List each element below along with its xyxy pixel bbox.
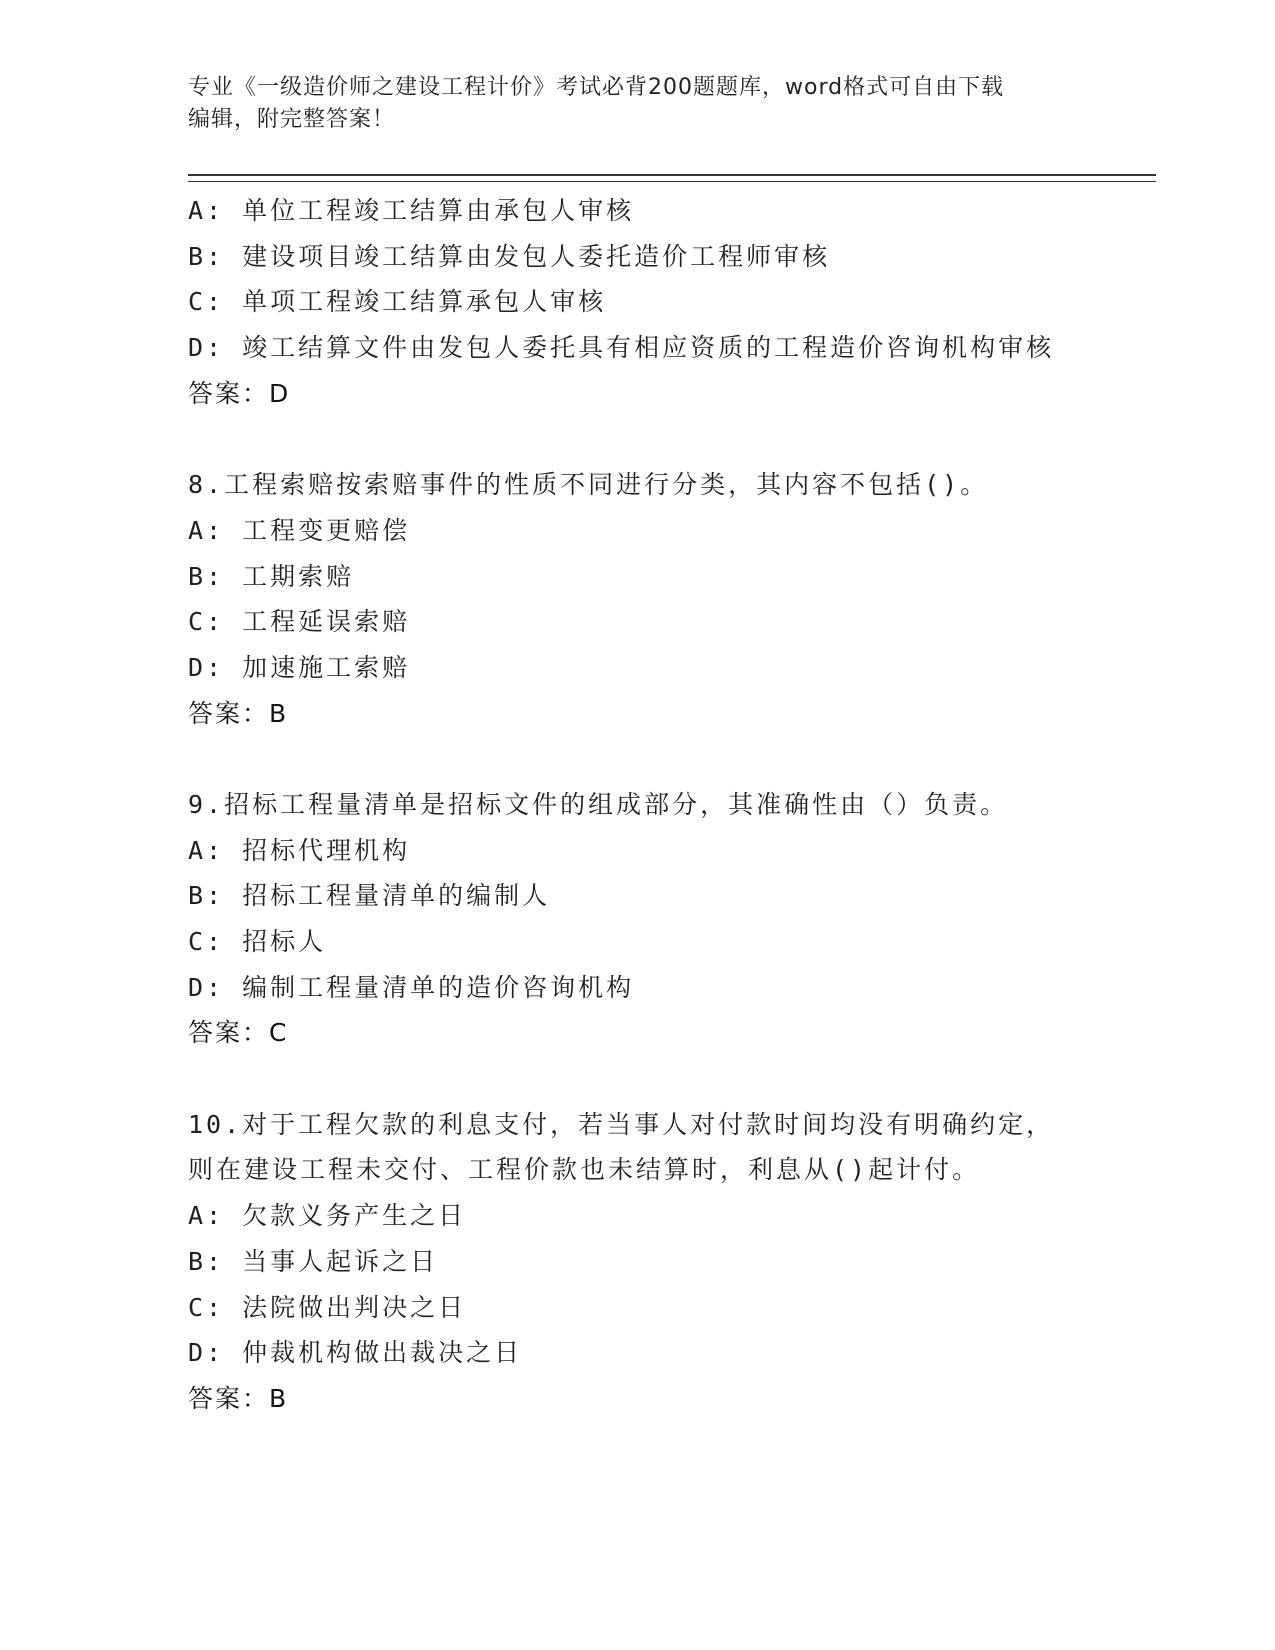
question-7 [188, 188, 1128, 416]
answer-text: 答案：D [188, 378, 291, 408]
option-c: C: 招标人 [188, 927, 327, 956]
option-a: A: 欠款义务产生之日 [188, 1201, 467, 1231]
header-divider-thin [188, 181, 1156, 182]
option-a: A: 工程变更赔偿 [188, 515, 411, 545]
option-a: A: 招标代理机构 [188, 835, 411, 865]
question-10 [188, 1102, 1128, 1422]
header-title-line-1: 专业《一级造价师之建设工程计价》考试必背200题题库，word格式可自由下载 [188, 75, 1005, 100]
question-9 [188, 782, 1128, 1056]
question-8 [188, 462, 1128, 736]
option-c: C: 工程延误索赔 [188, 607, 411, 637]
option-d: D: 竣工结算文件由发包人委托具有相应资质的工程造价咨询机构审核 [188, 333, 1055, 363]
option-c: C: 法院做出判决之日 [188, 1292, 467, 1322]
spacer [188, 416, 1128, 462]
answer-text: 答案：B [188, 698, 289, 728]
option-d: D: 加速施工索赔 [188, 652, 411, 682]
option-d: D: 编制工程量清单的造价咨询机构 [188, 972, 635, 1002]
spacer [188, 736, 1128, 782]
question-text-line-1: 10.对于工程欠款的利息支付，若当事人对付款时间均没有明确约定， [188, 1109, 1055, 1139]
option-a: A: 单位工程竣工结算由承包人审核 [188, 196, 635, 225]
option-b: B: 当事人起诉之日 [188, 1246, 439, 1276]
header-title-line-2: 编辑，附完整答案！ [188, 107, 396, 132]
question-text-line-2: 则在建设工程未交付、工程价款也未结算时，利息从()起计付。 [188, 1155, 981, 1185]
answer-text: 答案：C [188, 1018, 289, 1048]
document-header [188, 72, 1068, 136]
header-divider-thick [188, 174, 1156, 176]
option-d: D: 仲裁机构做出裁决之日 [188, 1338, 523, 1368]
option-b: B: 招标工程量清单的编制人 [188, 881, 551, 911]
question-text: 9.招标工程量清单是招标文件的组成部分，其准确性由（）负责。 [188, 789, 1009, 819]
question-text: 8.工程索赔按索赔事件的性质不同进行分类，其内容不包括()。 [188, 470, 989, 500]
spacer [188, 1056, 1128, 1102]
answer-text: 答案：B [188, 1383, 289, 1413]
option-b: B: 建设项目竣工结算由发包人委托造价工程师审核 [188, 241, 831, 271]
question-list [188, 188, 1128, 1422]
option-b: B: 工期索赔 [188, 561, 355, 591]
option-c: C: 单项工程竣工结算承包人审核 [188, 287, 607, 317]
